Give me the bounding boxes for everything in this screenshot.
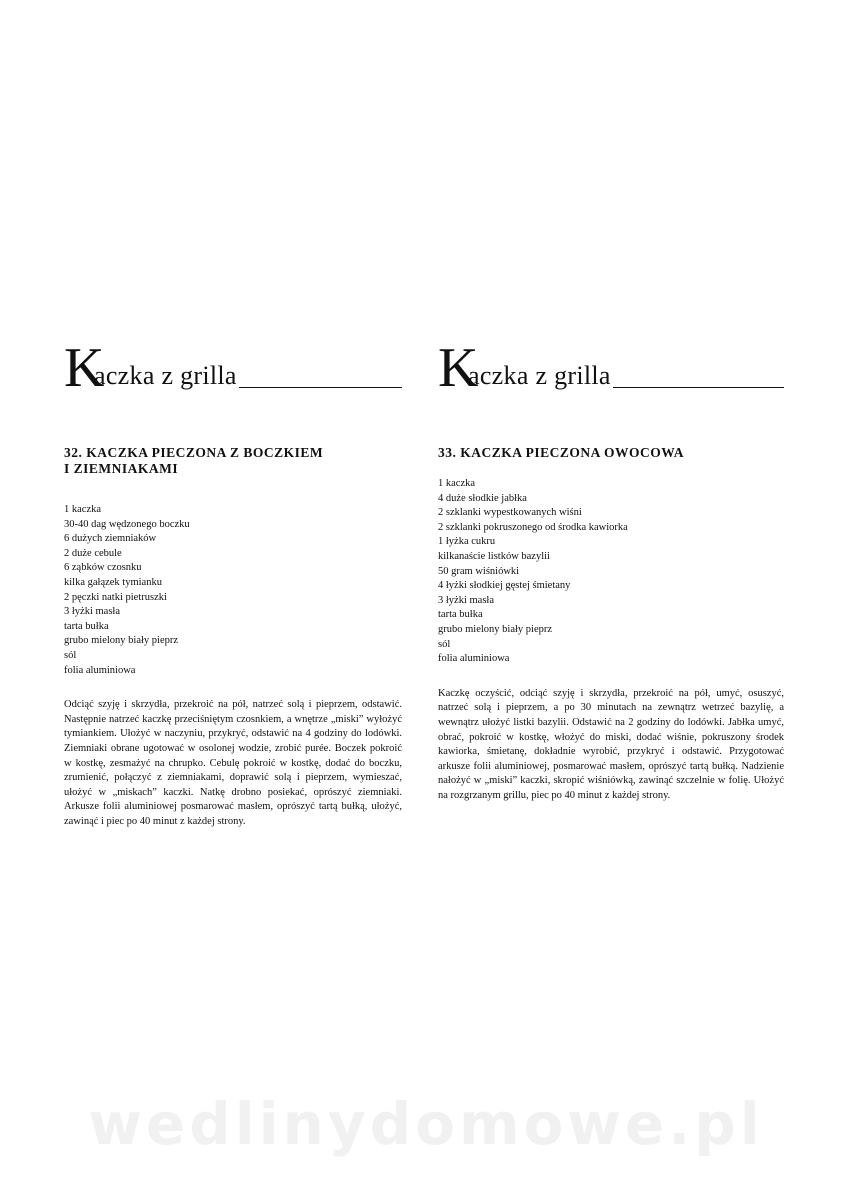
ingredient-item: sól: [438, 638, 451, 650]
ingredient-item: 6 ząbków czosnku: [64, 562, 142, 574]
recipe-title: [64, 445, 344, 477]
ingredient-item: 2 pęczki natki pietruszki: [64, 591, 167, 603]
ingredient-list: [438, 477, 784, 667]
ingredient-item: 3 łyżki masła: [64, 606, 120, 618]
ingredient-item: grubo mielony biały pieprz: [64, 635, 179, 647]
recipe-instructions: Odciąć szyję i skrzydła, przekroić na pół, natrzeć solą i pieprzem, odstawić. Następnie natrzeć kaczkę przeciśniętym czosnkiem, a wnętrze „miski” wyłożyć tymiankiem. Ułożyć w naczyniu, przykryć, odstawić na 4 godziny do lodówki. Ziemniaki obrane ugotować w osolonej wodzie, zrobić purée. Boczek pokroić w kostkę, zesmażyć na chrupko. Cebulę pokroić w kostkę, dodać do boczku, zrumienić, połączyć z ziemniakami, doprawić solą i pieprzem, wymieszać, ułożyć w „miskach” kaczki. Natkę drobno posiekać, oprószyć ziemniaki. Arkusze folii aluminiowej posmarować masłem, oprószyć tartą bułką, ułożyć, zawinąć i piec po 40 minut z każdej strony.: [64, 699, 402, 827]
chapter-heading: [438, 337, 784, 410]
ingredient-item: kilkanaście listków bazylii: [438, 550, 550, 562]
ingredient-item: 1 kaczka: [64, 504, 102, 515]
recipe-title-line2: I ZIEMNIAKAMI: [64, 461, 179, 476]
ingredient-item: 6 dużych ziemniaków: [64, 533, 157, 545]
ingredient-item: grubo mielony biały pieprz: [438, 623, 553, 635]
chapter-heading: [64, 337, 402, 410]
ingredient-item: 1 łyżka cukru: [438, 536, 496, 548]
ingredient-list: [64, 503, 402, 678]
watermark: wedlinydomowe.pl: [88, 1090, 764, 1158]
recipe-title: 33. KACZKA PIECZONA OWOCOWA: [438, 445, 685, 460]
ingredient-item: 30-40 dag wędzonego boczku: [64, 518, 190, 530]
ingredient-item: tarta bułka: [438, 609, 483, 621]
chapter-title: aczka z grilla: [94, 361, 237, 390]
ingredient-item: 2 duże cebule: [64, 547, 122, 559]
heading-rule: [239, 387, 402, 388]
ingredient-item: folia aluminiowa: [438, 653, 510, 665]
ingredient-item: tarta bułka: [64, 620, 109, 632]
ingredient-item: 1 kaczka: [438, 478, 476, 489]
ingredient-item: 3 łyżki masła: [438, 594, 494, 606]
recipe-instructions: Kaczkę oczyścić, odciąć szyję i skrzydła, przekroić na pół, umyć, osuszyć, natrzeć solą i pieprzem, a po 30 minutach na zewnątrz wetrzeć bazylię, a wewnątrz ułożyć listki bazylii. Odstawić na 2 godziny do lodówki. Jabłka umyć, obrać, pokroić w kostkę, włożyć do miski, dodać wiśnie, pokruszony środek kawiorka, śmietanę, dokładnie wyrobić, przykryć i odstawić. Przygotować arkusze folii aluminiowej, posmarować masłem, oprószyć tartą bułką. Nadzienie nałożyć w „miski” kaczki, skropić wiśniówką, zawinąć szczelnie w folię. Ułożyć na rozgrzanym grillu, piec po 40 minut z każdej strony.: [438, 687, 784, 801]
ingredient-item: 2 szklanki pokruszonego od środka kawiorka: [438, 521, 628, 533]
recipe-title-line1: 32. KACZKA PIECZONA Z BOCZKIEM: [64, 445, 324, 460]
ingredient-item: 4 duże słodkie jabłka: [438, 492, 527, 504]
ingredient-item: sól: [64, 649, 77, 661]
heading-rule: [613, 387, 784, 388]
chapter-initial: K: [438, 337, 479, 399]
ingredient-item: 4 łyżki słodkiej gęstej śmietany: [438, 580, 571, 592]
ingredient-item: folia aluminiowa: [64, 664, 136, 676]
ingredient-item: kilka gałązek tymianku: [64, 576, 162, 588]
ingredient-item: 50 gram wiśniówki: [438, 565, 520, 577]
left-page: [64, 337, 402, 829]
chapter-title: aczka z grilla: [468, 361, 611, 390]
right-page: [438, 337, 784, 803]
chapter-initial: K: [64, 337, 105, 399]
ingredient-item: 2 szklanki wypestkowanych wiśni: [438, 507, 582, 519]
